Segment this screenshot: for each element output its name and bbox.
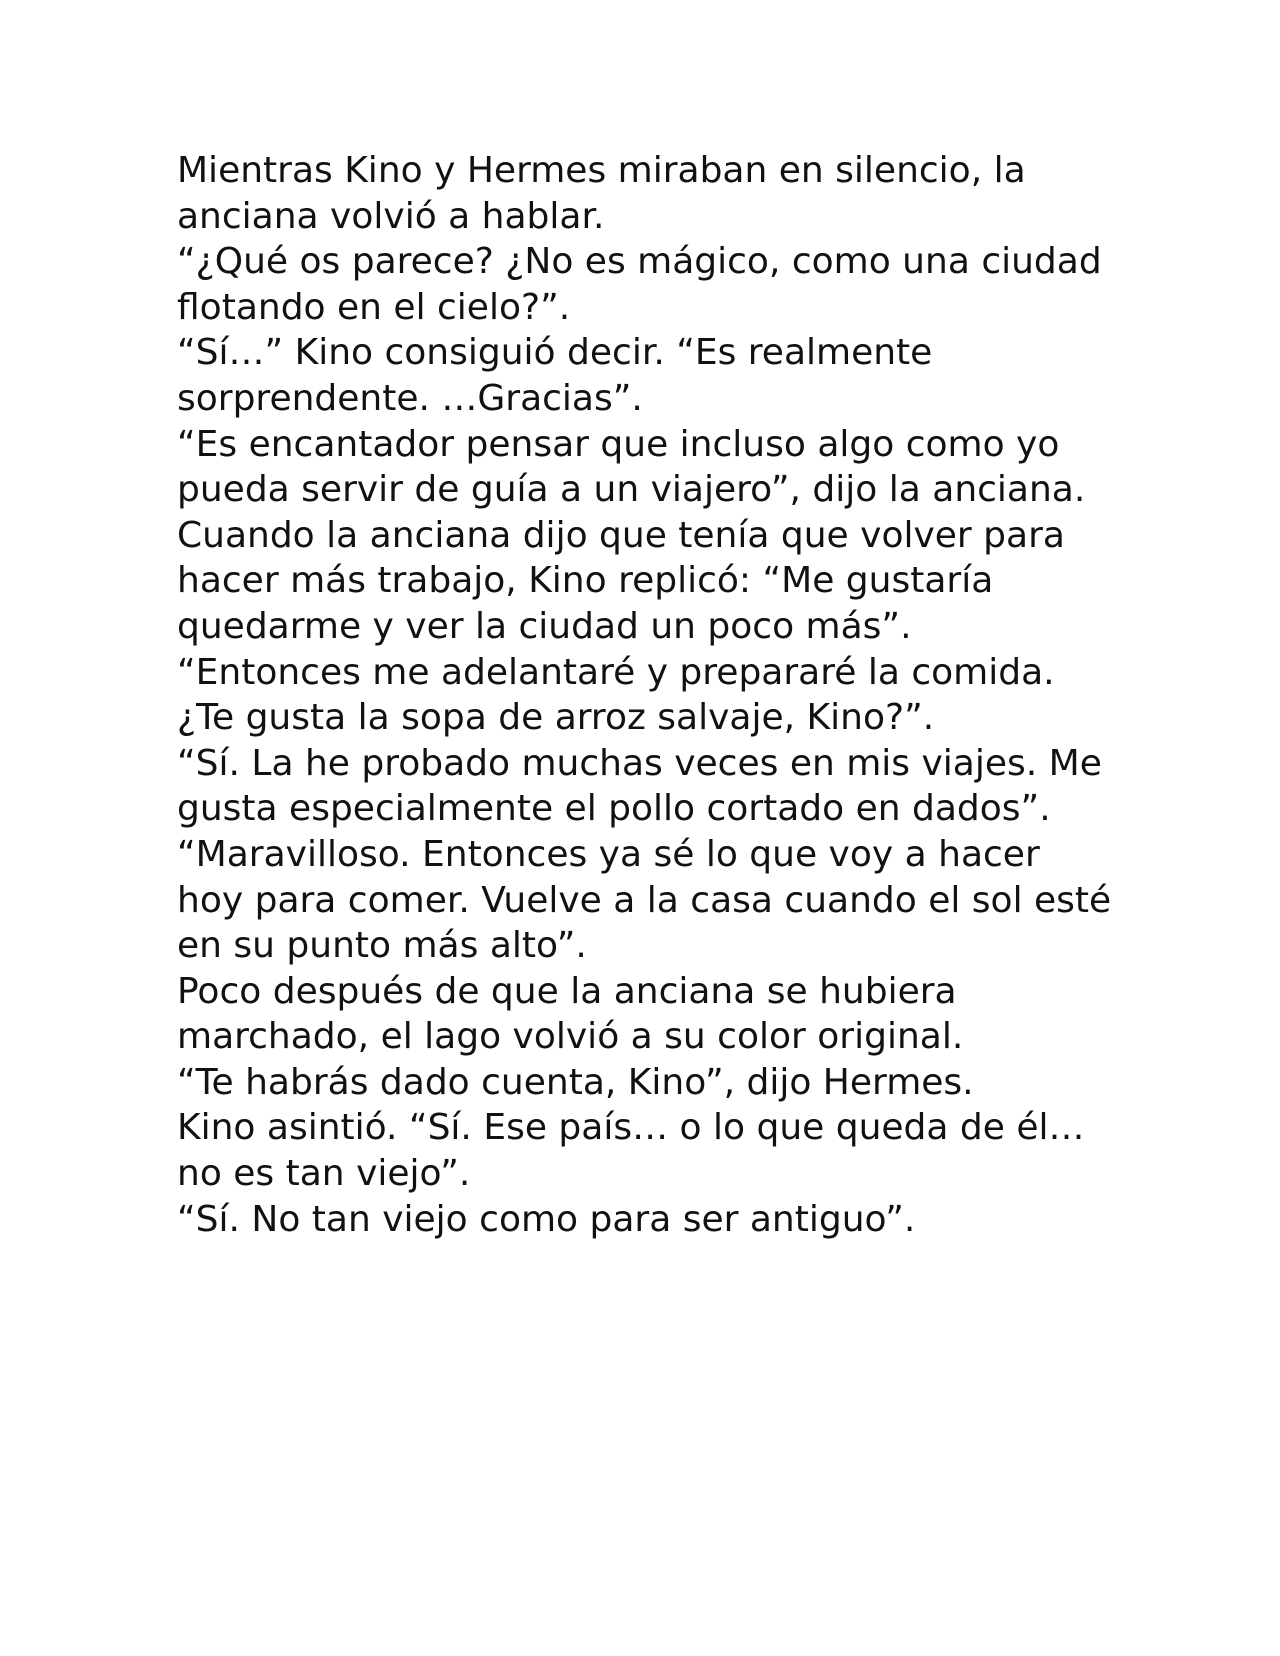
paragraph-12: “Sí. No tan viejo como para ser antiguo”. xyxy=(177,1198,916,1240)
paragraph-8: “Maravilloso. Entonces ya sé lo que voy a hacer hoy para comer. Vuelve a la casa cuando el sol esté en su punto más alto”. xyxy=(177,833,1112,967)
paragraph-10: “Te habrás dado cuenta, Kino”, dijo Hermes. xyxy=(177,1061,974,1103)
paragraph-11: Kino asintió. “Sí. Ese país… o lo que queda de él… no es tan viejo”. xyxy=(177,1107,1085,1195)
paragraph-3: “Sí…” Kino consiguió decir. “Es realmente sorprendente. …Gracias”. xyxy=(177,332,933,419)
paragraph-5: Cuando la anciana dijo que tenía que volver para hacer más trabajo, Kino replicó: “Me gustaría quedarme y ver la ciudad un poco más”. xyxy=(177,514,1065,647)
paragraph-6: “Entonces me adelantaré y prepararé la comida. ¿Te gusta la sopa de arroz salvaje, Kino?”. xyxy=(177,651,1055,739)
paragraph-9: Poco después de que la anciana se hubiera marchado, el lago volvió a su color original. xyxy=(177,970,964,1058)
paragraph-1: Mientras Kino y Hermes miraban en silencio, la anciana volvió a hablar. xyxy=(177,150,1026,237)
paragraph-7: “Sí. La he probado muchas veces en mis viajes. Me gusta especialmente el pollo cortado en dados”. xyxy=(177,742,1102,830)
paragraph-4: “Es encantador pensar que incluso algo como yo pueda servir de guía a un viajero”, dijo la anciana. xyxy=(177,423,1086,511)
paragraph-2: “¿Qué os parece? ¿No es mágico, como una ciudad flotando en el cielo?”. xyxy=(177,241,1102,328)
body-text xyxy=(177,148,1117,1242)
